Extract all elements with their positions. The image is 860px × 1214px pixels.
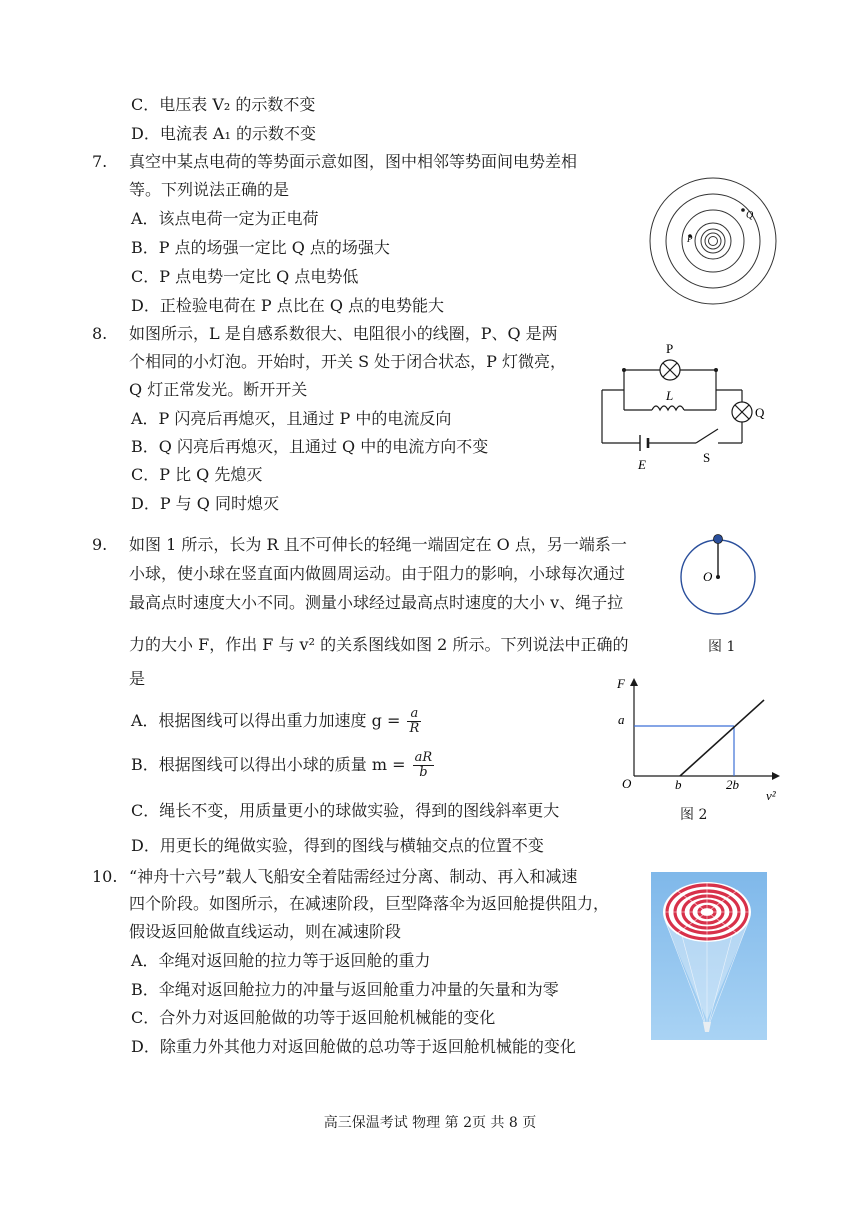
q10-stem-line-2: 四个阶段。如图所示，在减速阶段，巨型降落伞为返回舱提供阻力， — [129, 894, 610, 913]
f-v2-graph — [612, 672, 784, 802]
q9-stem-line-3: 最高点时速度大小不同。测量小球经过最高点时速度的大小 v、绳子拉 — [129, 593, 624, 612]
q8-number: 8. — [92, 324, 108, 343]
q8-stem-line-2: 个相同的小灯泡。开始时，开关 S 处于闭合状态，P 灯微亮， — [129, 352, 566, 371]
q9-option-a — [131, 704, 423, 738]
q9-option-c: C．绳长不变，用质量更小的球做实验，得到的图线斜率更大 — [131, 801, 560, 820]
q7-option-b: B．P 点的场强一定比 Q 点的场强大 — [131, 238, 390, 257]
fraction-denominator: b — [419, 765, 428, 780]
q7-option-a: A．该点电荷一定为正电荷 — [131, 209, 319, 228]
q7-number: 7. — [92, 152, 108, 171]
page-footer: 高三保温考试 物理 第 2页 共 8 页 — [323, 1115, 537, 1131]
battery-e-label: E — [638, 457, 646, 472]
q8-option-a: A．P 闪亮后再熄灭，且通过 P 中的电流反向 — [131, 409, 452, 428]
q10-option-c: C．合外力对返回舱做的功等于返回舱机械能的变化 — [131, 1008, 496, 1027]
q8-stem-line-3: Q 灯正常发光。断开开关 — [129, 380, 308, 399]
q10-option-d: D．除重力外其他力对返回舱做的总功等于返回舱机械能的变化 — [131, 1037, 576, 1056]
axis-v2-label: v² — [766, 788, 776, 802]
q8-option-d: D．P 与 Q 同时熄灭 — [131, 494, 279, 513]
lamp-p-label: P — [666, 341, 674, 356]
equipotential-figure — [648, 176, 778, 306]
q10-option-b: B．伞绳对返回舱拉力的冲量与返回舱重力冲量的矢量和为零 — [131, 980, 559, 999]
coil-l-label: L — [666, 388, 674, 403]
q7-stem-line-2: 等。下列说法正确的是 — [129, 180, 290, 199]
q9-stem-line-1: 如图 1 所示，长为 R 且不可伸长的轻绳一端固定在 O 点，另一端系一 — [129, 535, 627, 554]
q9-stem-line-4: 力的大小 F，作出 F 与 v² 的关系图线如图 2 所示。下列说法中正确的 — [129, 635, 629, 654]
circuit-diagram — [596, 338, 776, 478]
q10-stem-line-1: “神舟十六号”载人飞船安全着陆需经过分离、制动、再入和减速 — [129, 867, 578, 886]
q10-number: 10. — [92, 867, 118, 886]
lamp-q-label: Q — [755, 405, 765, 420]
circular-motion-figure — [676, 530, 766, 630]
center-o-label: O — [703, 569, 713, 584]
q6-option-d: D．电流表 A₁ 的示数不变 — [131, 124, 316, 143]
origin-o-label: O — [622, 776, 632, 791]
q9-number: 9. — [92, 535, 108, 554]
figure-1-caption: 图 1 — [708, 639, 736, 655]
tick-a-label: a — [618, 712, 625, 727]
q8-option-b: B．Q 闪亮后再熄灭，且通过 Q 中的电流方向不变 — [131, 437, 489, 456]
q9-stem-line-2: 小球，使小球在竖直面内做圆周运动。由于阻力的影响，小球每次通过 — [129, 564, 626, 583]
q8-option-c: C．P 比 Q 先熄灭 — [131, 465, 263, 484]
figure-2-caption: 图 2 — [680, 807, 708, 823]
switch-s-label: S — [703, 450, 711, 465]
fraction-ar-over-b — [413, 751, 435, 780]
q7-stem-line-1: 真空中某点电荷的等势面示意如图，图中相邻等势面间电势差相 — [129, 152, 578, 171]
fraction-numerator: aR — [414, 750, 433, 765]
parachute-photo — [651, 872, 767, 1040]
q9-option-a-text: A．根据图线可以得出重力加速度 g = — [131, 711, 401, 730]
q10-option-a: A．伞绳对返回舱的拉力等于返回舱的重力 — [131, 951, 431, 970]
fraction-denominator: R — [409, 721, 420, 736]
q9-stem-line-5: 是 — [129, 669, 146, 688]
fraction-numerator: a — [407, 707, 421, 722]
q8-stem-line-1: 如图所示，L 是自感系数很大、电阻很小的线圈，P、Q 是两 — [129, 324, 558, 343]
axis-f-label: F — [617, 676, 625, 691]
fraction-a-over-r — [407, 707, 421, 736]
q7-option-d: D．正检验电荷在 P 点比在 Q 点的电势能大 — [131, 296, 445, 315]
point-p-label: P — [687, 234, 693, 244]
q6-option-c: C．电压表 V₂ 的示数不变 — [131, 95, 316, 114]
q9-option-b-text: B．根据图线可以得出小球的质量 m = — [131, 755, 406, 774]
point-q-dot — [741, 208, 745, 212]
ball — [714, 535, 723, 544]
f-v2-line — [680, 700, 764, 776]
q9-option-b — [131, 748, 436, 782]
q10-stem-line-3: 假设返回舱做直线运动，则在减速阶段 — [129, 922, 402, 941]
q7-option-c: C．P 点电势一定比 Q 点电势低 — [131, 267, 359, 286]
tick-2b-label: 2b — [726, 777, 739, 792]
q9-option-d: D．用更长的绳做实验，得到的图线与横轴交点的位置不变 — [131, 836, 544, 855]
point-q-label: Q — [746, 210, 754, 221]
tick-b-label: b — [675, 777, 682, 792]
